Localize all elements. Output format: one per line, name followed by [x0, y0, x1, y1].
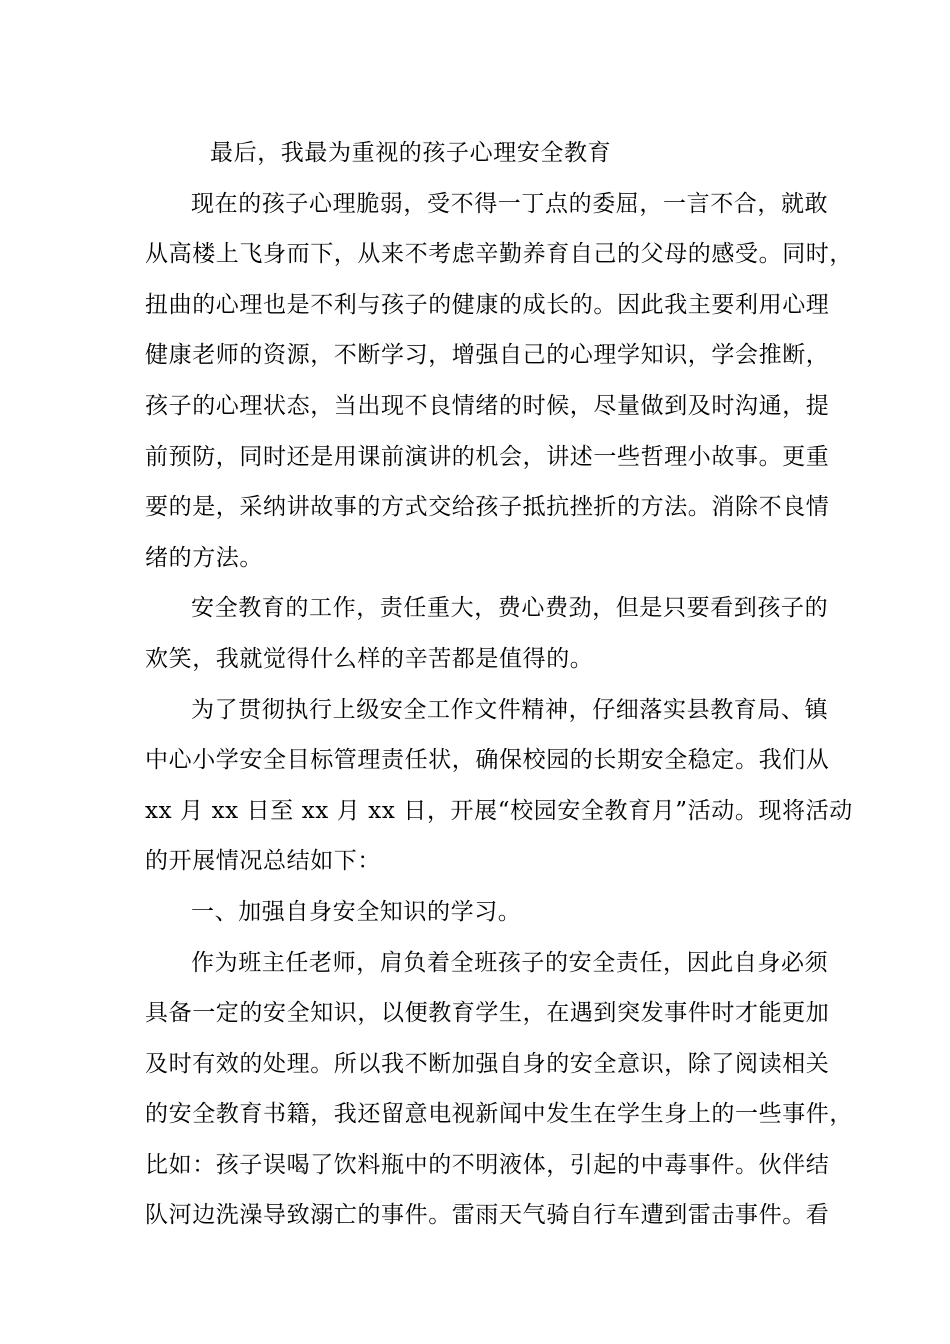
text-line: 比如：孩子误喝了饮料瓶中的不明液体，引起的中毒事件。伙伴结: [145, 1151, 830, 1178]
text-line: 健康老师的资源，不断学习，增强自己的心理学知识，学会推断，: [145, 342, 830, 369]
text-line: 具备一定的安全知识，以便教育学生，在遇到突发事件时才能更加: [145, 1000, 830, 1027]
heading-psychological-safety: [145, 128, 825, 179]
document-body: [145, 128, 853, 1241]
paragraph-section-one: [145, 938, 853, 1242]
text-line: 为了贯彻执行上级安全工作文件精神，仔细落实县教育局、镇: [191, 696, 829, 723]
heading-section-one: [145, 887, 825, 938]
text-line: 作为班主任老师，肩负着全班孩子的安全责任，因此自身必须: [191, 949, 829, 976]
text-line: 及时有效的处理。所以我不断加强自身的安全意识，除了阅读相关: [145, 1050, 830, 1077]
text-line: 最后，我最为重视的孩子心理安全教育: [210, 140, 612, 166]
paragraph-psychological-safety: [145, 179, 853, 584]
text-line: 从高楼上飞身而下，从来不考虑辛勤养育自己的父母的感受。同时，: [145, 241, 853, 268]
text-line: 队河边洗澡导致溺亡的事件。雷雨天气骑自行车遭到雷击事件。看: [145, 1202, 830, 1229]
text-line: 扭曲的心理也是不利与孩子的健康的成长的。因此我主要利用心理: [145, 291, 830, 318]
text-line: 一、加强自身安全知识的学习。: [191, 898, 522, 925]
text-line: 中心小学安全目标管理责任状，确保校园的长期安全稳定。我们从: [145, 747, 830, 774]
paragraph-reflection: [145, 583, 829, 684]
text-line: 的开展情况总结如下：: [145, 848, 381, 875]
text-line: 现在的孩子心理脆弱，受不得一丁点的委屈，一言不合，就敢: [191, 190, 829, 217]
text-line: 孩子的心理状态，当出现不良情绪的时候，尽量做到及时沟通，提: [145, 392, 830, 419]
text-line: xx 月 xx 日至 xx 月 xx 日，开展“校园安全教育月”活动。现将活动: [145, 797, 853, 824]
text-line: 的安全教育书籍，我还留意电视新闻中发生在学生身上的一些事件，: [145, 1101, 853, 1128]
paragraph-introduction: [145, 685, 853, 887]
text-line: 前预防，同时还是用课前演讲的机会，讲述一些哲理小故事。更重: [145, 443, 830, 470]
text-line: 欢笑，我就觉得什么样的辛苦都是值得的。: [145, 645, 594, 672]
text-line: 安全教育的工作，责任重大，费心费劲，但是只要看到孩子的: [191, 595, 829, 622]
text-line: 要的是，采纳讲故事的方式交给孩子抵抗挫折的方法。消除不良情: [145, 494, 830, 521]
text-line: 绪的方法。: [145, 544, 263, 571]
